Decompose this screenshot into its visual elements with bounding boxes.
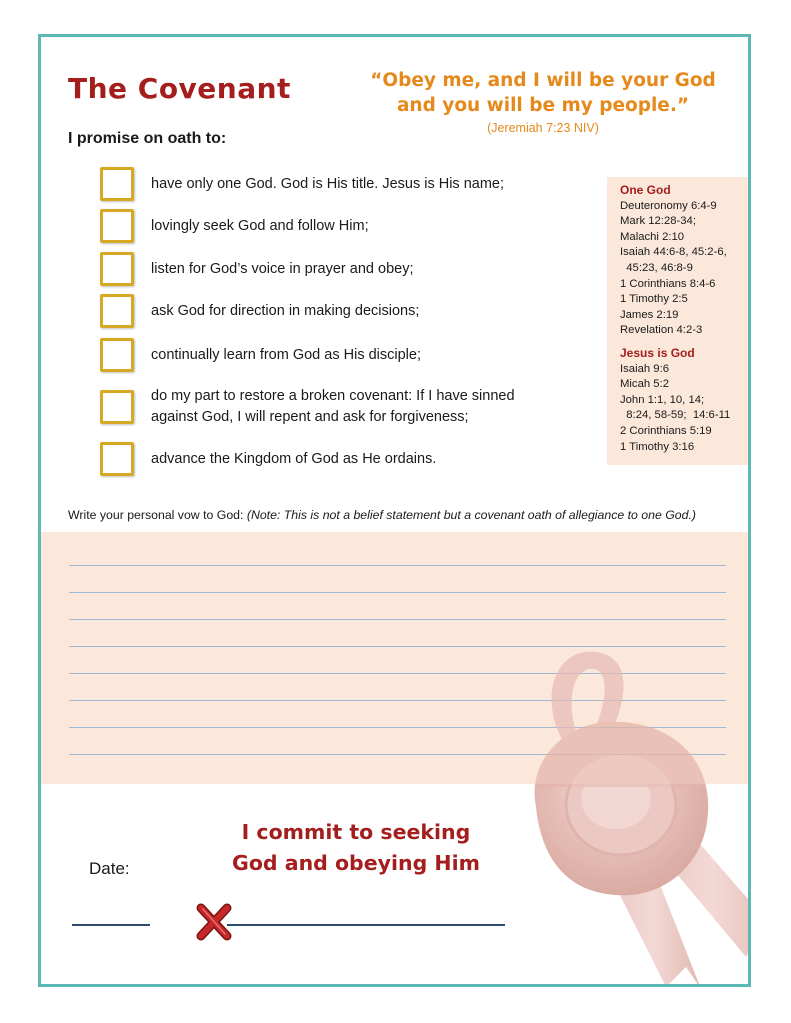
checkbox-icon[interactable]	[100, 338, 134, 372]
checkbox-icon[interactable]	[100, 390, 134, 424]
reference-item: John 1:1, 10, 14;	[620, 393, 705, 406]
commitment-statement	[211, 817, 501, 879]
reference-item: Isaiah 44:6-8, 45:2-6,	[620, 246, 727, 259]
promise-item	[100, 167, 571, 201]
reference-item: 1 Timothy 3:16	[620, 440, 695, 453]
quote-line-1: “Obey me, and I will be your God	[370, 70, 716, 91]
commitment-line-1: I commit to seeking	[241, 820, 471, 844]
reference-item: Deuteronomy 6:4-9	[620, 199, 717, 212]
promise-text: continually learn from God as His disciple;	[151, 346, 421, 363]
date-field[interactable]	[72, 924, 150, 926]
reference-item: 45:23, 46:8-9	[620, 261, 693, 274]
reference-item: Isaiah 9:6	[620, 362, 669, 375]
reference-item: James 2:19	[620, 308, 679, 321]
vow-note: (Note: This is not a belief statement but a covenant oath of allegiance to one God.)	[246, 508, 696, 522]
vow-writing-area[interactable]	[41, 532, 748, 784]
vow-line[interactable]	[69, 646, 726, 647]
vow-line[interactable]	[69, 754, 726, 755]
scripture-quote	[363, 68, 723, 118]
signature-field[interactable]	[227, 924, 505, 926]
scripture-references-panel	[607, 177, 750, 465]
page-title: The Covenant	[68, 72, 291, 105]
checkbox-icon[interactable]	[100, 167, 134, 201]
promise-item	[100, 442, 571, 476]
reference-item: 1 Corinthians 8:4-6	[620, 277, 716, 290]
reference-item: 8:24, 58-59; 14:6-11	[620, 409, 731, 422]
checkbox-icon[interactable]	[100, 252, 134, 286]
promise-item	[100, 252, 571, 286]
quote-line-2: and you will be my people.”	[396, 95, 690, 116]
reference-item: 2 Corinthians 5:19	[620, 424, 712, 437]
promise-text: listen for God’s voice in prayer and obey;	[151, 260, 414, 277]
covenant-page	[38, 34, 751, 987]
vow-line[interactable]	[69, 727, 726, 728]
reference-item: Malachi 2:10	[620, 230, 685, 243]
promise-item	[100, 386, 571, 428]
oath-heading: I promise on oath to:	[68, 130, 227, 147]
reference-item: Revelation 4:2-3	[620, 324, 703, 337]
promise-text: advance the Kingdom of God as He ordains.	[151, 450, 437, 467]
reference-item: Mark 12:28-34;	[620, 215, 696, 228]
commitment-line-2: God and obeying Him	[232, 851, 480, 875]
vow-label	[68, 508, 696, 522]
promise-item	[100, 209, 571, 243]
vow-line[interactable]	[69, 565, 726, 566]
checkbox-icon[interactable]	[100, 442, 134, 476]
x-mark-icon	[194, 902, 234, 942]
date-label: Date:	[89, 859, 130, 878]
promise-text: do my part to restore a broken covenant: If I have sinned against God, I will repent and ask for forgiveness;	[151, 388, 515, 425]
vow-line[interactable]	[69, 619, 726, 620]
references-heading-jesus-is-god: Jesus is God	[620, 345, 695, 360]
vow-line[interactable]	[69, 700, 726, 701]
quote-reference: (Jeremiah 7:23 NIV)	[487, 121, 599, 135]
vow-line[interactable]	[69, 673, 726, 674]
vow-line[interactable]	[69, 592, 726, 593]
promise-text: ask God for direction in making decisions;	[151, 302, 420, 319]
promise-text: lovingly seek God and follow Him;	[151, 217, 369, 234]
promise-item	[100, 294, 571, 328]
reference-item: 1 Timothy 2:5	[620, 293, 688, 306]
checkbox-icon[interactable]	[100, 209, 134, 243]
reference-item: Micah 5:2	[620, 378, 669, 391]
promise-item	[100, 338, 571, 372]
checkbox-icon[interactable]	[100, 294, 134, 328]
vow-label-text: Write your personal vow to God:	[68, 508, 244, 522]
references-heading-one-god: One God	[620, 183, 671, 197]
promise-text: have only one God. God is His title. Jesus is His name;	[151, 175, 504, 192]
